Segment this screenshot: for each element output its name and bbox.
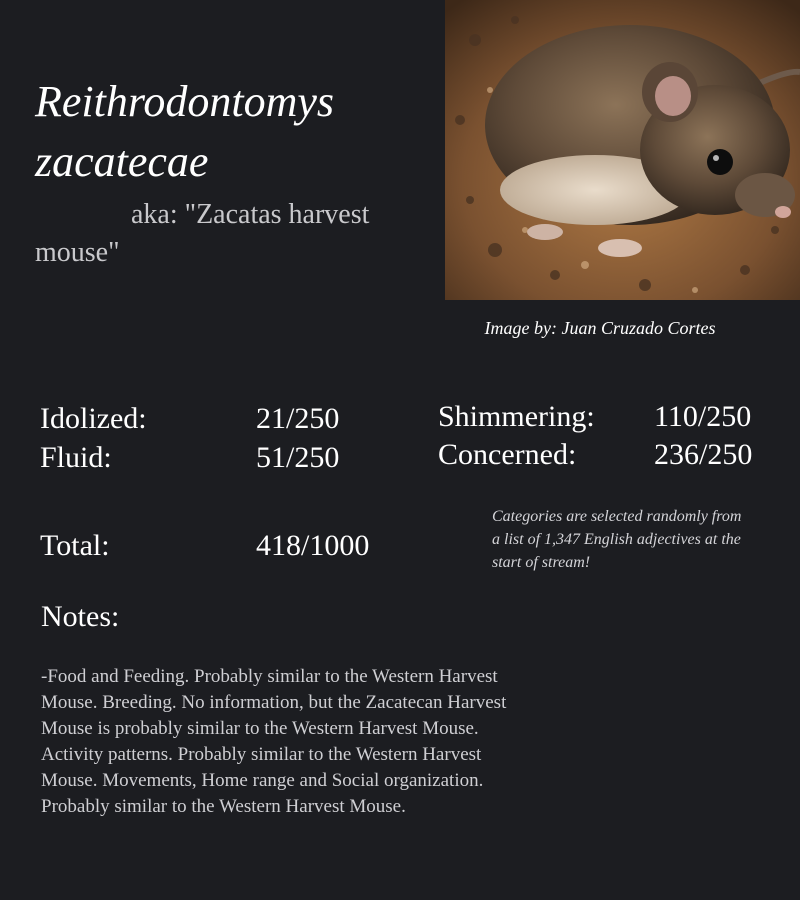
stat-label-shimmering: Shimmering: <box>438 400 595 433</box>
stat-value-total: 418/1000 <box>256 529 370 562</box>
species-scientific-name: Reithrodontomys zacatecae <box>35 77 334 186</box>
stat-label-idolized: Idolized: <box>40 402 147 435</box>
mouse-photo-icon <box>445 0 800 300</box>
stat-label-fluid: Fluid: <box>40 441 112 474</box>
stat-label-total: Total: <box>40 529 110 562</box>
species-common-name: aka: "Zacatas harvest mouse" <box>35 199 370 268</box>
image-credit: Image by: Juan Cruzado Cortes <box>484 318 716 338</box>
stat-label-concerned: Concerned: <box>438 438 577 471</box>
stat-value-concerned: 236/250 <box>654 438 753 471</box>
notes-body: -Food and Feeding. Probably similar to the Western Harvest Mouse. Breeding. No information, but the Zacatecan Harvest Mouse is probably similar to the Western Harvest Mouse. Activity patterns. Probably similar to the Western Harvest Mouse. Movements, Home range and Social organization. Probably similar to the Western Harvest Mouse. <box>41 666 507 817</box>
stat-value-shimmering: 110/250 <box>654 400 752 433</box>
stat-value-idolized: 21/250 <box>256 402 340 435</box>
stat-value-fluid: 51/250 <box>256 441 340 474</box>
categories-note: Categories are selected randomly from a list of 1,347 English adjectives at the start of stream! <box>492 508 742 571</box>
species-photo <box>445 0 800 300</box>
notes-heading: Notes: <box>41 600 120 633</box>
